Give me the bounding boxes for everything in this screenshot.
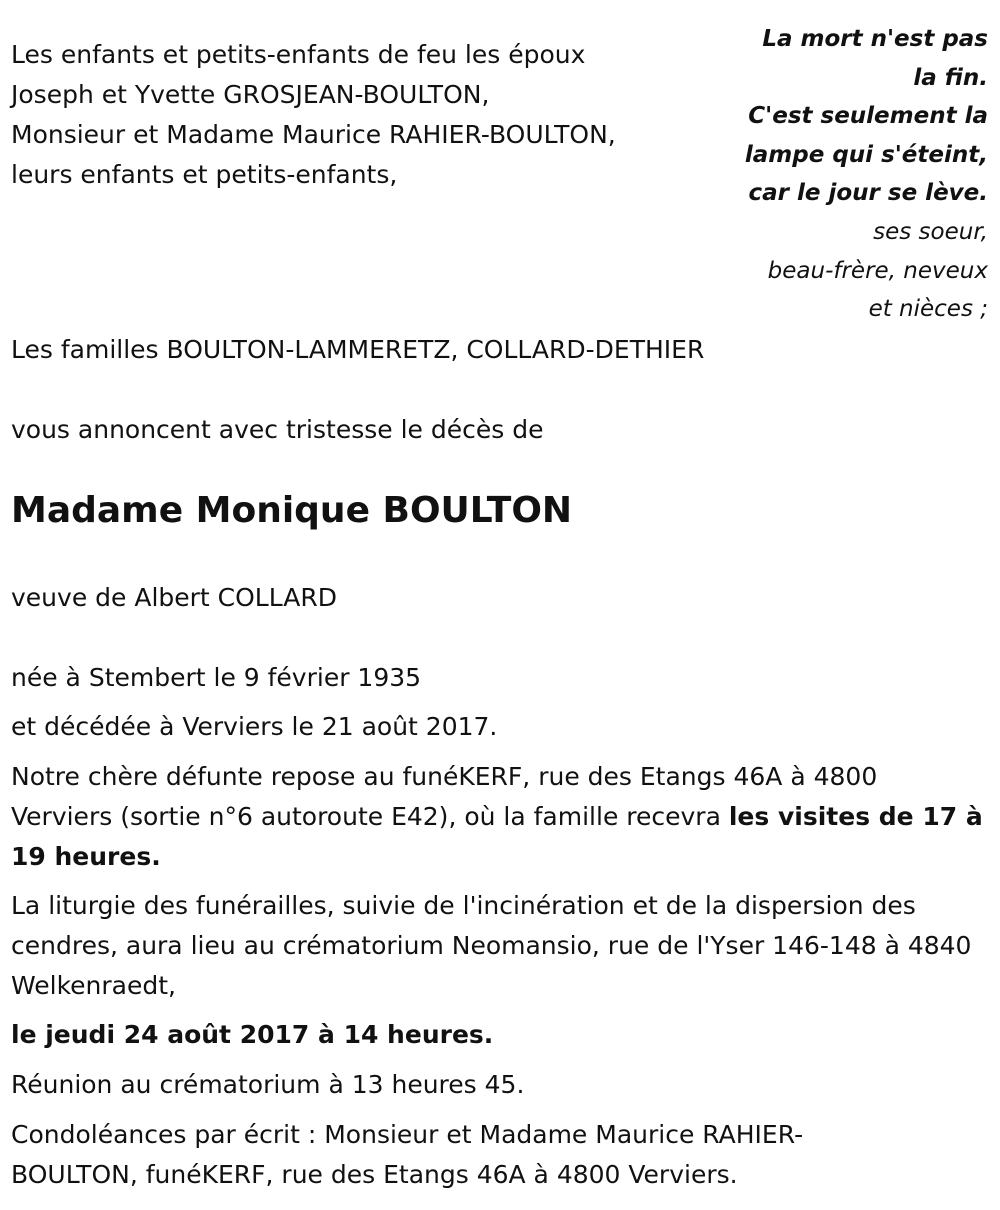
- quote-line: La mort n'est pas: [762, 26, 988, 52]
- visits-paragraph: [11, 757, 986, 877]
- visits-hours: les visites de 17 à 19 heures.: [11, 802, 983, 871]
- quote-block: [728, 20, 988, 329]
- death-line: et décédée à Verviers le 21 août 2017.: [11, 712, 498, 741]
- quote-line: lampe qui s'éteint,: [744, 141, 988, 168]
- birth-line: née à Stembert le 9 février 1935: [11, 663, 422, 692]
- quote-line: car le jour se lève.: [748, 180, 988, 207]
- intro-line-2: Joseph et Yvette GROSJEAN-BOULTON,: [11, 80, 490, 109]
- quote-line: C'est seulement la: [748, 103, 988, 130]
- visits-text: Notre chère défunte repose au funéKERF, rue des Etangs 46A à 4800 Verviers (sortie n°6 autoroute E42), où la famille recevra: [11, 762, 878, 831]
- ceremony-date: le jeudi 24 août 2017 à 14 heures.: [11, 1020, 494, 1049]
- relatives-line: beau-frère, neveux: [767, 257, 988, 284]
- intro-line-1: Les enfants et petits-enfants de feu les époux: [11, 40, 586, 69]
- relatives-line: et nièces ;: [868, 296, 988, 323]
- meeting-line: Réunion au crématorium à 13 heures 45.: [11, 1070, 525, 1099]
- relatives-line: ses soeur,: [873, 218, 988, 245]
- widow-of-line: veuve de Albert COLLARD: [11, 583, 337, 612]
- deceased-name: Madame Monique BOULTON: [11, 490, 573, 531]
- families-line: Les familles BOULTON-LAMMERETZ, COLLARD-DETHIER: [11, 335, 705, 364]
- intro-line-3: Monsieur et Madame Maurice RAHIER-BOULTON,: [11, 120, 616, 149]
- announce-line: vous annoncent avec tristesse le décès de: [11, 415, 544, 444]
- quote-line: la fin.: [913, 64, 988, 91]
- liturgy-paragraph: La liturgie des funérailles, suivie de l'incinération et de la dispersion des cendres, aura lieu au crématorium Neomansio, rue de l'Yser 146-148 à 4840 Welkenraedt,: [11, 891, 972, 1000]
- condolences-paragraph: Condoléances par écrit : Monsieur et Madame Maurice RAHIER-BOULTON, funéKERF, rue des Etangs 46A à 4800 Verviers.: [11, 1120, 804, 1189]
- intro-line-4: leurs enfants et petits-enfants,: [11, 160, 398, 189]
